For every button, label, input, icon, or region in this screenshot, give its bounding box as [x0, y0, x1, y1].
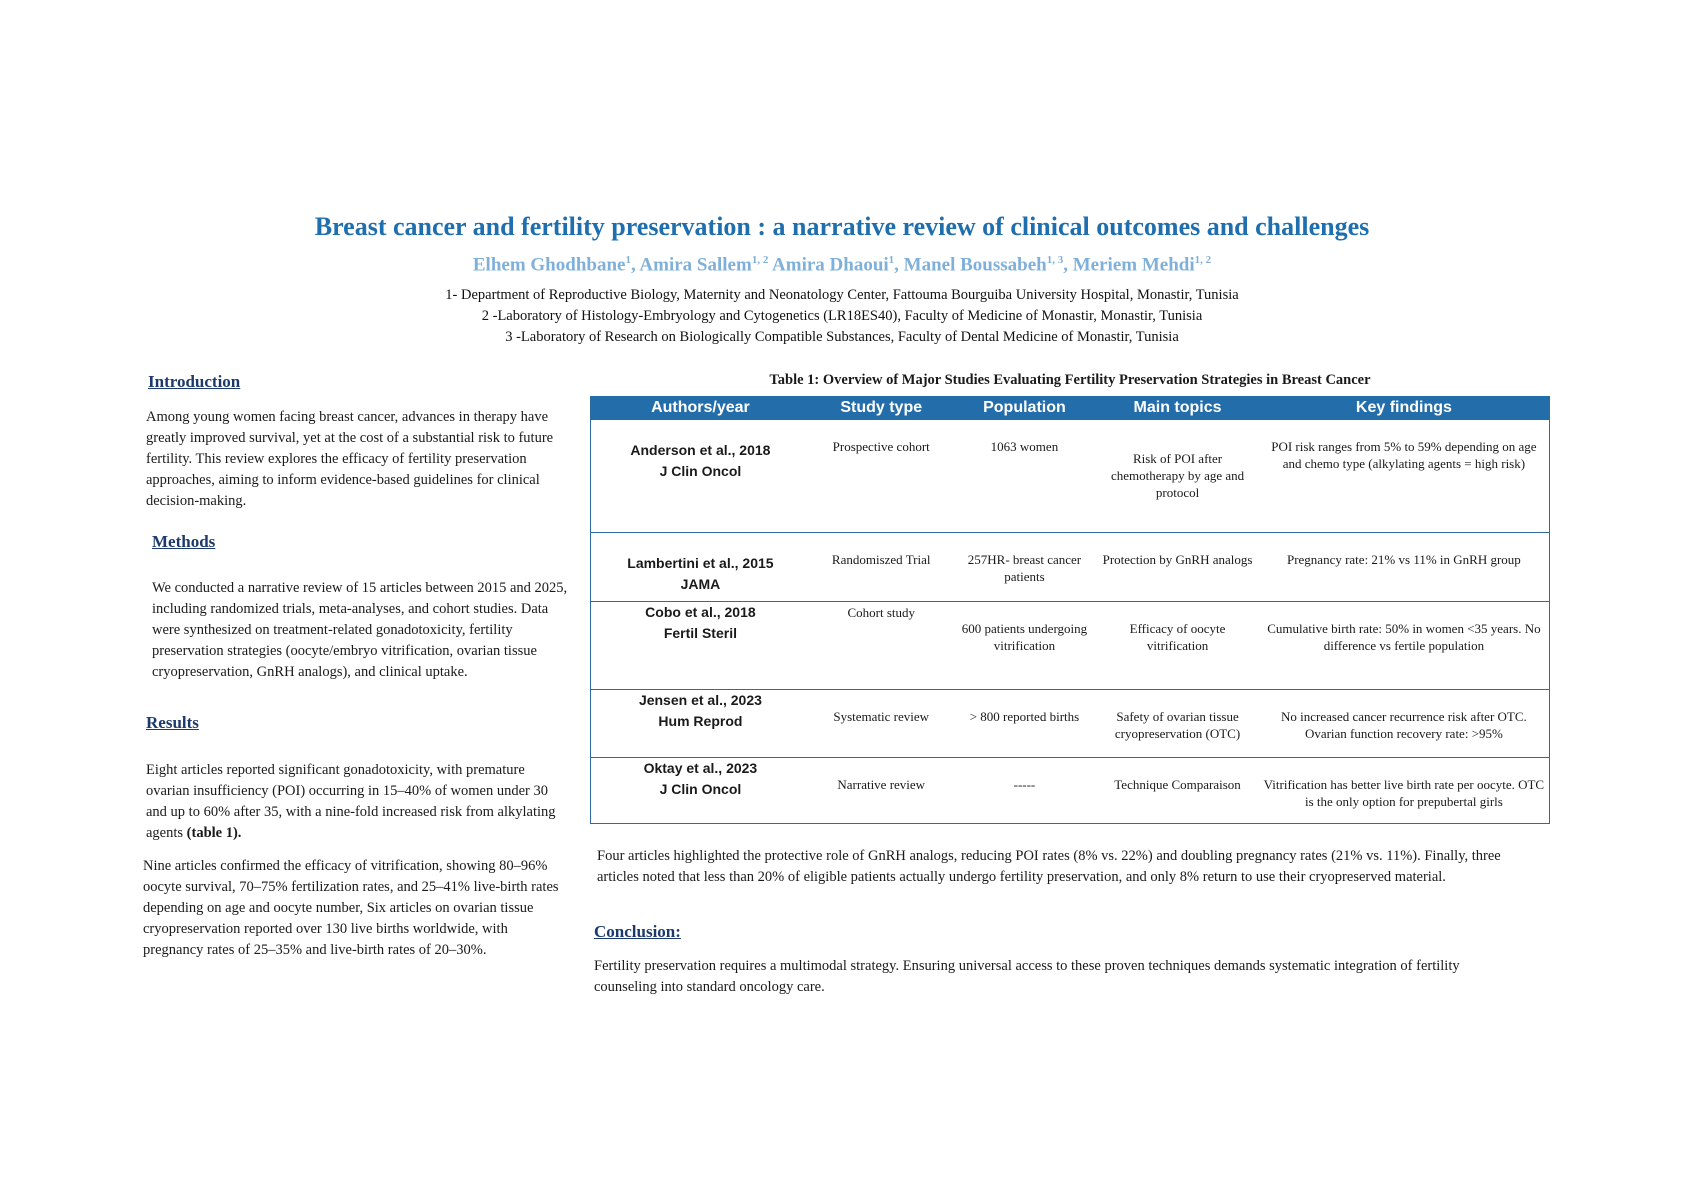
table-header-row — [591, 396, 1550, 420]
cell-key-findings: No increased cancer recurrence risk after OTC. Ovarian function recovery rate: >95% — [1259, 689, 1550, 757]
journal: Hum Reprod — [658, 712, 743, 729]
author-affiliation: 1, 2 — [1194, 254, 1212, 266]
results-heading: Results — [146, 713, 199, 732]
conclusion-heading: Conclusion: — [594, 922, 681, 941]
cell-author — [591, 757, 810, 823]
cell-population: 600 patients undergoing vitrification — [953, 601, 1097, 689]
cell-study-type: Randomiszed Trial — [810, 532, 953, 601]
results-text-2: Nine articles confirmed the efficacy of vitrification, showing 80–96% oocyte survival, 70–75% fertilization rates, and 25–41% live-birth rates depending on age and oocyte number, Six articles on ovarian tissue cryopreservation reported over 130 live births worldwide, with pregnancy rates of 25–35% and live-birth rates of 20–30%. — [143, 858, 559, 958]
affiliation-3: 3 -Laboratory of Research on Biologically Compatible Substances, Faculty of Dental Medicine of Monastir, Tunisia — [505, 329, 1179, 345]
cell-key-findings: Cumulative birth rate: 50% in women <35 years. No difference vs fertile population — [1259, 601, 1550, 689]
cell-key-findings: POI risk ranges from 5% to 59% depending on age and chemo type (alkylating agents = high risk) — [1259, 420, 1550, 532]
table-row — [591, 757, 1550, 823]
author-year: Anderson et al., 2018 — [630, 442, 771, 458]
cell-study-type: Prospective cohort — [810, 420, 953, 532]
author-affiliation: 1 — [625, 254, 631, 266]
author-year: Oktay et al., 2023 — [643, 759, 758, 776]
studies-table — [590, 396, 1550, 824]
affiliation-1: 1- Department of Reproductive Biology, Maternity and Neonatology Center, Fattouma Bourguiba University Hospital, Monastir, Tunisia — [445, 287, 1239, 303]
cell-author — [591, 420, 810, 532]
cell-population: ----- — [953, 757, 1097, 823]
table-row — [591, 420, 1550, 532]
journal: JAMA — [680, 575, 721, 592]
author-name: Manel Boussabeh — [903, 254, 1047, 276]
conclusion-text: Fertility preservation requires a multimodal strategy. Ensuring universal access to these proven techniques demands systematic integration of fertility counseling into standard oncology care. — [594, 958, 1460, 995]
column-header-study-type: Study type — [840, 399, 923, 416]
methods-heading: Methods — [152, 532, 216, 551]
introduction-text: Among young women facing breast cancer, advances in therapy have greatly improved survival, yet at the cost of a substantial risk to future fertility. This review explores the efficacy of fertility preservation approaches, aiming to inform evidence-based guidelines for clinical decision-making. — [146, 409, 554, 509]
author-affiliation: 1, 3 — [1046, 254, 1064, 266]
table-row — [591, 601, 1550, 689]
journal: J Clin Oncol — [659, 463, 742, 479]
cell-key-findings: Vitrification has better live birth rate per oocyte. OTC is the only option for prepubertal girls — [1259, 757, 1550, 823]
author-year: Lambertini et al., 2015 — [627, 554, 774, 571]
cell-population: > 800 reported births — [953, 689, 1097, 757]
column-header-authors: Authors/year — [651, 399, 750, 416]
table-reference: (table 1). — [186, 825, 242, 841]
affiliation-2: 2 -Laboratory of Histology-Embryology and Cytogenetics (LR18ES40), Faculty of Medicine of Monastir, Monastir, Tunisia — [481, 308, 1203, 324]
cell-main-topic: Efficacy of oocyte vitrification — [1096, 601, 1259, 689]
author-year: Cobo et al., 2018 — [645, 603, 756, 620]
cell-study-type: Systematic review — [810, 689, 953, 757]
cell-author — [591, 601, 810, 689]
author-affiliation: 1, 2 — [751, 254, 769, 266]
results-text-1 — [146, 760, 558, 844]
cell-main-topic: Technique Comparaison — [1096, 757, 1259, 823]
cell-author — [591, 532, 810, 601]
methods-text: We conducted a narrative review of 15 articles between 2015 and 2025, including randomized trials, meta-analyses, and cohort studies. Data were synthesized on treatment-related gonadotoxicity, fertility preservation strategies (oocyte/embryo vitrification, ovarian tissue cryopreservation, GnRH analogs), and clinical uptake. — [152, 580, 568, 680]
cell-study-type: Narrative review — [810, 757, 953, 823]
column-header-population: Population — [983, 399, 1066, 416]
journal: Fertil Steril — [663, 624, 737, 641]
journal: J Clin Oncol — [659, 780, 742, 797]
author-name: Meriem Mehdi — [1072, 254, 1195, 276]
cell-author — [591, 689, 810, 757]
author-name: Amira Sallem — [639, 254, 752, 276]
author-list: Elhem Ghodhbane$^1$, Amira Sallem$^{1, 2}$ Amira Dhaoui$^1$, Manel Boussabeh$^{1, 3}$, Meriem Mehdi$^{1, 2}$ — [472, 254, 1212, 276]
cell-population: 257HR- breast cancer patients — [953, 532, 1097, 601]
column-header-main-topics: Main topics — [1133, 399, 1222, 416]
cell-main-topic: Risk of POI after chemotherapy by age and protocol — [1096, 420, 1259, 532]
table-row — [591, 532, 1550, 601]
table-row — [591, 689, 1550, 757]
author-name: Elhem Ghodhbane — [472, 254, 626, 276]
author-year: Jensen et al., 2023 — [638, 691, 762, 708]
author-affiliation: 1 — [888, 254, 895, 266]
cell-main-topic: Safety of ovarian tissue cryopreservation (OTC) — [1096, 689, 1259, 757]
cell-population: 1063 women — [953, 420, 1097, 532]
introduction-heading: Introduction — [148, 372, 241, 391]
results-text-1-body: Eight articles reported significant gonadotoxicity, with premature ovarian insufficiency (POI) occurring in 15–40% of women under 30 and up to 60% after 35, with a nine-fold increased risk from alkylating agents — [146, 762, 556, 841]
results-text-3: Four articles highlighted the protective role of GnRH analogs, reducing POI rates (8% vs. 22%) and doubling pregnancy rates (21% vs. 11%). Finally, three articles noted that less than 20% of eligible patients actually undergo fertility preservation, and only 8% return to use their cryopreserved material. — [597, 848, 1501, 885]
cell-study-type: Cohort study — [810, 601, 953, 689]
author-name: Amira Dhaoui — [772, 254, 889, 276]
column-header-key-findings: Key findings — [1355, 399, 1452, 416]
cell-key-findings: Pregnancy rate: 21% vs 11% in GnRH group — [1259, 532, 1550, 601]
poster-title: Breast cancer and fertility preservation : a narrative review of clinical outcomes and challenges — [314, 212, 1370, 241]
cell-main-topic: Protection by GnRH analogs — [1096, 532, 1259, 601]
table-caption: Table 1: Overview of Major Studies Evaluating Fertility Preservation Strategies in Breast Cancer — [769, 372, 1371, 388]
